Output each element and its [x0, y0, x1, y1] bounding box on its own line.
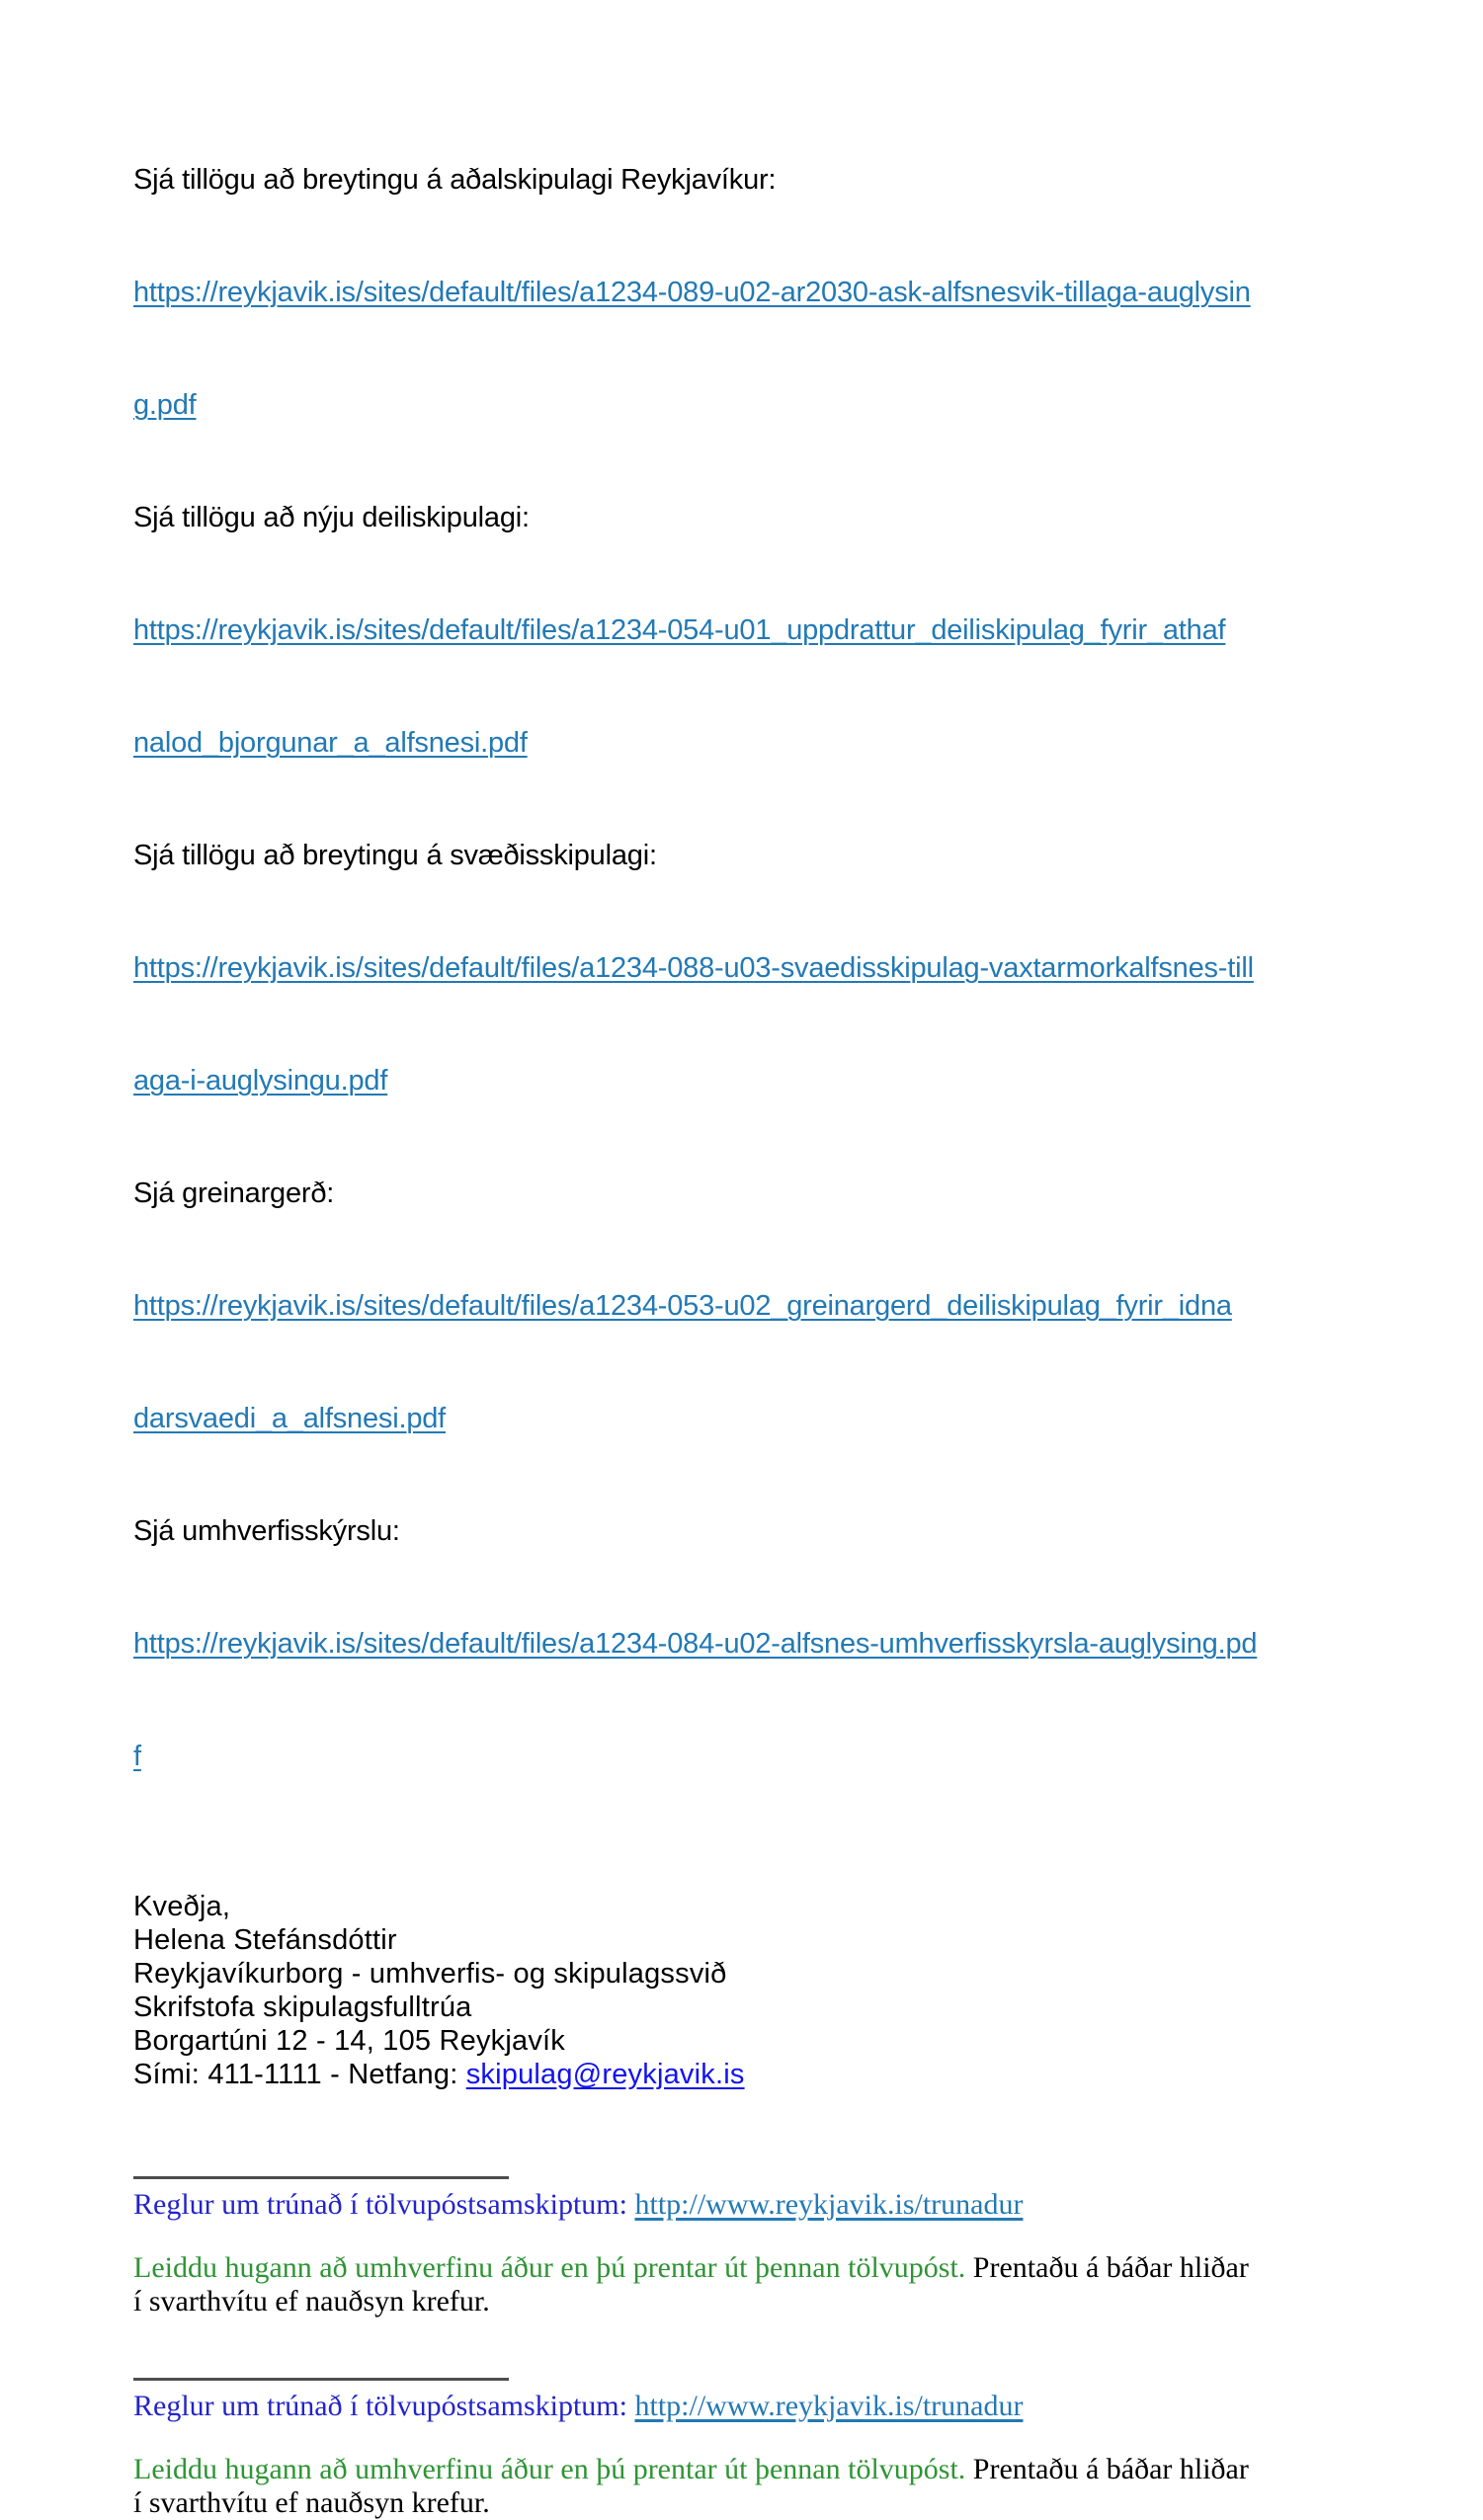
section-label-greinargerd: Sjá greinargerð: — [133, 1178, 335, 1209]
eco-message — [133, 2251, 1368, 2318]
trunadur-link[interactable]: http://www.reykjavik.is/trunadur — [634, 2188, 1024, 2221]
divider-line — [133, 2176, 509, 2179]
section-label-svaedisskipulag: Sjá tillögu að breytingu á svæðisskipulagi: — [133, 840, 657, 871]
link-sections — [133, 161, 1368, 1850]
deiliskipulag-link[interactable] — [133, 536, 1368, 837]
greinargerd-link[interactable] — [133, 1212, 1368, 1512]
eco-message-black-2: í svarthvítu ef nauðsyn krefur. — [133, 2486, 490, 2519]
signature-contact-line — [133, 2058, 1368, 2091]
signature-office: Skrifstofa skipulagsfulltrúa — [133, 1992, 472, 2023]
eco-message-black-1: Prentaðu á báðar hliðar — [965, 2251, 1249, 2284]
eco-message-black-2: í svarthvítu ef nauðsyn krefur. — [133, 2285, 490, 2317]
confidentiality-notice — [133, 2390, 1368, 2423]
signature-block — [133, 1890, 1368, 2091]
trunadur-link[interactable]: http://www.reykjavik.is/trunadur — [634, 2390, 1024, 2422]
link-line[interactable]: darsvaedi_a_alfsnesi.pdf — [133, 1403, 447, 1434]
footer-disclaimer-block — [133, 2176, 1368, 2318]
svaedisskipulag-link[interactable] — [133, 874, 1368, 1175]
link-line[interactable]: https://reykjavik.is/sites/default/files/a1234-053-u02_greinargerd_deiliskipulag_fyrir_idna — [133, 1290, 1232, 1322]
confidentiality-label: Reglur um trúnað í tölvupóstsamskiptum: — [133, 2188, 635, 2221]
link-line[interactable]: nalod_bjorgunar_a_alfsnesi.pdf — [133, 727, 528, 759]
confidentiality-label: Reglur um trúnað í tölvupóstsamskiptum: — [133, 2390, 635, 2422]
email-link[interactable]: skipulag@reykjavik.is — [465, 2059, 745, 2090]
adalskipulag-change-link[interactable] — [133, 199, 1368, 499]
section-label-umhverfisskyrsla: Sjá umhverfisskýrslu: — [133, 1515, 400, 1547]
eco-message-green: Leiddu hugann að umhverfinu áður en þú prentar út þennan tölvupóst. — [133, 2453, 966, 2485]
signature-org: Reykjavíkurborg - umhverfis- og skipulagssvið — [133, 1958, 727, 1990]
link-line[interactable]: g.pdf — [133, 389, 197, 421]
link-line[interactable]: https://reykjavik.is/sites/default/files/a1234-089-u02-ar2030-ask-alfsnesvik-tillaga-auglysin — [133, 277, 1251, 308]
signature-contact-prefix: Sími: 411-1111 - Netfang: — [133, 2059, 466, 2090]
confidentiality-notice — [133, 2188, 1368, 2222]
document-content — [133, 161, 1368, 2520]
section-label-deiliskipulag: Sjá tillögu að nýju deiliskipulagi: — [133, 502, 530, 533]
link-line[interactable]: f — [133, 1741, 141, 1772]
footer-disclaimer-block — [133, 2378, 1368, 2520]
signature-name: Helena Stefánsdóttir — [133, 1924, 397, 1956]
signature-address: Borgartúni 12 - 14, 105 Reykjavík — [133, 2025, 565, 2057]
umhverfisskyrsla-link[interactable] — [133, 1550, 1368, 1850]
eco-message-green: Leiddu hugann að umhverfinu áður en þú prentar út þennan tölvupóst. — [133, 2251, 966, 2284]
link-line[interactable]: https://reykjavik.is/sites/default/files/a1234-054-u01_uppdrattur_deiliskipulag_fyrir_athaf — [133, 614, 1226, 646]
divider-line — [133, 2378, 509, 2381]
link-line[interactable]: aga-i-auglysingu.pdf — [133, 1065, 388, 1097]
section-label-adalskipulag: Sjá tillögu að breytingu á aðalskipulagi Reykjavíkur: — [133, 164, 777, 196]
eco-message-black-1: Prentaðu á báðar hliðar — [965, 2453, 1249, 2485]
signature-closing: Kveðja, — [133, 1891, 231, 1922]
eco-message — [133, 2453, 1368, 2520]
link-line[interactable]: https://reykjavik.is/sites/default/files/a1234-088-u03-svaedisskipulag-vaxtarmorkalfsnes-till — [133, 952, 1254, 984]
link-line[interactable]: https://reykjavik.is/sites/default/files/a1234-084-u02-alfsnes-umhverfisskyrsla-auglysing.pd — [133, 1628, 1258, 1660]
